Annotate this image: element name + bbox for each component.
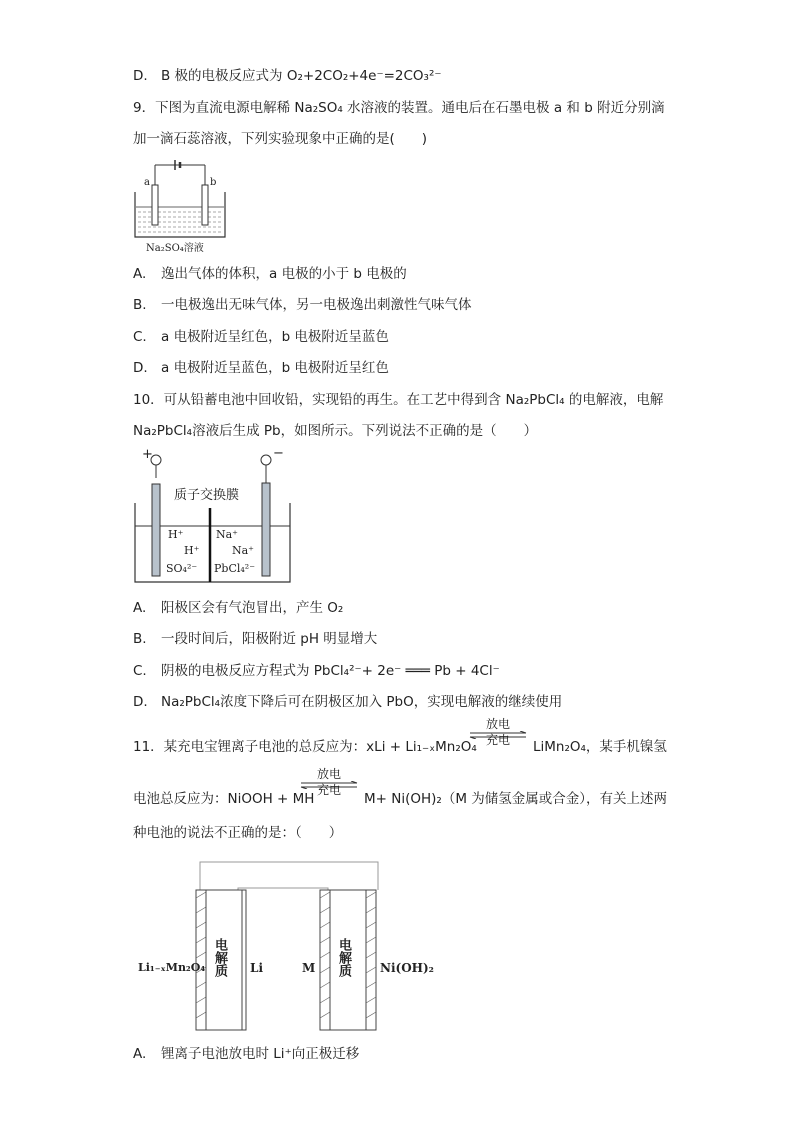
electrode-b-label: b [210, 177, 217, 188]
reversible-arrow-2 [297, 767, 361, 796]
arrow-top-label: 放电 [485, 717, 510, 731]
q10-stem-line1: 10．可从铅蓄电池中回收铅，实现铅的再生。在工艺中得到含 Na₂PbCl₄ 的电解液，电解 [133, 392, 664, 408]
minus-terminal-label: − [273, 446, 284, 461]
q9-stem-line1: 9．下图为直流电源电解稀 Na₂SO₄ 水溶液的装置。通电后在石墨电极 a 和 b 附近分别滴 [133, 100, 665, 116]
q9-electrolysis-figure [130, 157, 230, 255]
q10-option-b [133, 629, 377, 649]
arrow-top-label: 放电 [316, 767, 341, 781]
ion-label: Na⁺ [216, 528, 238, 541]
ion-label: PbCl₄²⁻ [214, 562, 256, 575]
q11-stem-line2-right: M+ Ni(OH)₂（M 为储氢金属或合金），有关上述两 [364, 791, 668, 807]
figure-caption: Na₂SO₄溶液 [146, 243, 204, 254]
electrode-a-label: a [144, 177, 150, 188]
option-text: Na₂PbCl₄浓度下降后可在阴极区加入 PbO，实现电解液的继续使用 [161, 694, 563, 710]
q11-option-a [133, 1044, 359, 1064]
ion-label: H⁺ [168, 528, 184, 541]
ion-label: Na⁺ [232, 544, 254, 557]
option-text: 阴极的电极反应方程式为 PbCl₄²⁻+ 2e⁻ ═══ Pb + 4Cl⁻ [161, 663, 500, 679]
right-electrode-label: Ni(OH)₂ [380, 961, 434, 975]
option-text: 一电极逸出无味气体，另一电极逸出刺激性气味气体 [161, 297, 472, 313]
option-key: B. [133, 297, 147, 313]
q10-option-c [133, 661, 500, 681]
option-text: 阳极区会有气泡冒出，产生 O₂ [161, 600, 344, 616]
q9-option-d [133, 358, 389, 378]
option-key: D. [133, 68, 148, 84]
option-key: A. [133, 600, 147, 616]
option-key: A. [133, 266, 147, 282]
plus-terminal-label: + [142, 447, 153, 462]
q11-stem-line3: 种电池的说法不正确的是：（ ） [133, 825, 343, 841]
q9-option-a [133, 264, 407, 284]
option-text: B 极的电极反应式为 O₂+2CO₂+4e⁻=2CO₃²⁻ [161, 68, 442, 84]
li-label: Li [250, 961, 263, 975]
option-key: D. [133, 360, 148, 376]
arrow-bottom-label: 充电 [485, 733, 510, 747]
q9-option-b [133, 295, 472, 315]
ion-label: H⁺ [184, 544, 200, 557]
q10-electrolysis-figure [132, 448, 294, 586]
arrow-bottom-label: 充电 [316, 783, 341, 797]
left-electrode-label: Li₁₋ₓMn₂O₄ [138, 961, 206, 974]
q10-option-d [133, 692, 562, 712]
q11-stem-line1-left: 11．某充电宝锂离子电池的总反应为：xLi + Li₁₋ₓMn₂O₄ [133, 739, 477, 755]
q11-stem-line2-left: 电池总反应为：NiOOH + MH [133, 791, 315, 807]
option-key: D. [133, 694, 148, 710]
q11-stem-line1-right: LiMn₂O₄，某手机镍氢 [533, 739, 667, 755]
membrane-label: 质子交换膜 [174, 488, 240, 503]
m-label: M [302, 961, 316, 975]
q9-option-c [133, 327, 389, 347]
q9-stem-line2: 加一滴石蕊溶液，下列实验现象中正确的是( ) [133, 131, 428, 147]
option-text: 逸出气体的体积，a 电极的小于 b 电极的 [161, 266, 407, 282]
option-text: a 电极附近呈红色，b 电极附近呈蓝色 [161, 329, 389, 345]
option-key: B. [133, 631, 147, 647]
q8-option-d [133, 66, 441, 86]
electrolyte-label: 电解质 [336, 938, 351, 977]
electrolyte-label: 电解质 [212, 938, 227, 977]
option-key: A. [133, 1046, 147, 1062]
q10-stem-line2: Na₂PbCl₄溶液后生成 Pb，如图所示。下列说法不正确的是（ ） [133, 423, 538, 439]
ion-label: SO₄²⁻ [166, 562, 198, 575]
option-key: C. [133, 663, 147, 679]
q10-option-a [133, 598, 343, 618]
option-text: a 电极附近呈蓝色，b 电极附近呈红色 [161, 360, 389, 376]
q11-battery-figure [138, 858, 438, 1036]
option-key: C. [133, 329, 147, 345]
reversible-arrow-1 [466, 717, 530, 746]
option-text: 一段时间后，阳极附近 pH 明显增大 [161, 631, 378, 647]
option-text: 锂离子电池放电时 Li⁺向正极迁移 [161, 1046, 360, 1062]
